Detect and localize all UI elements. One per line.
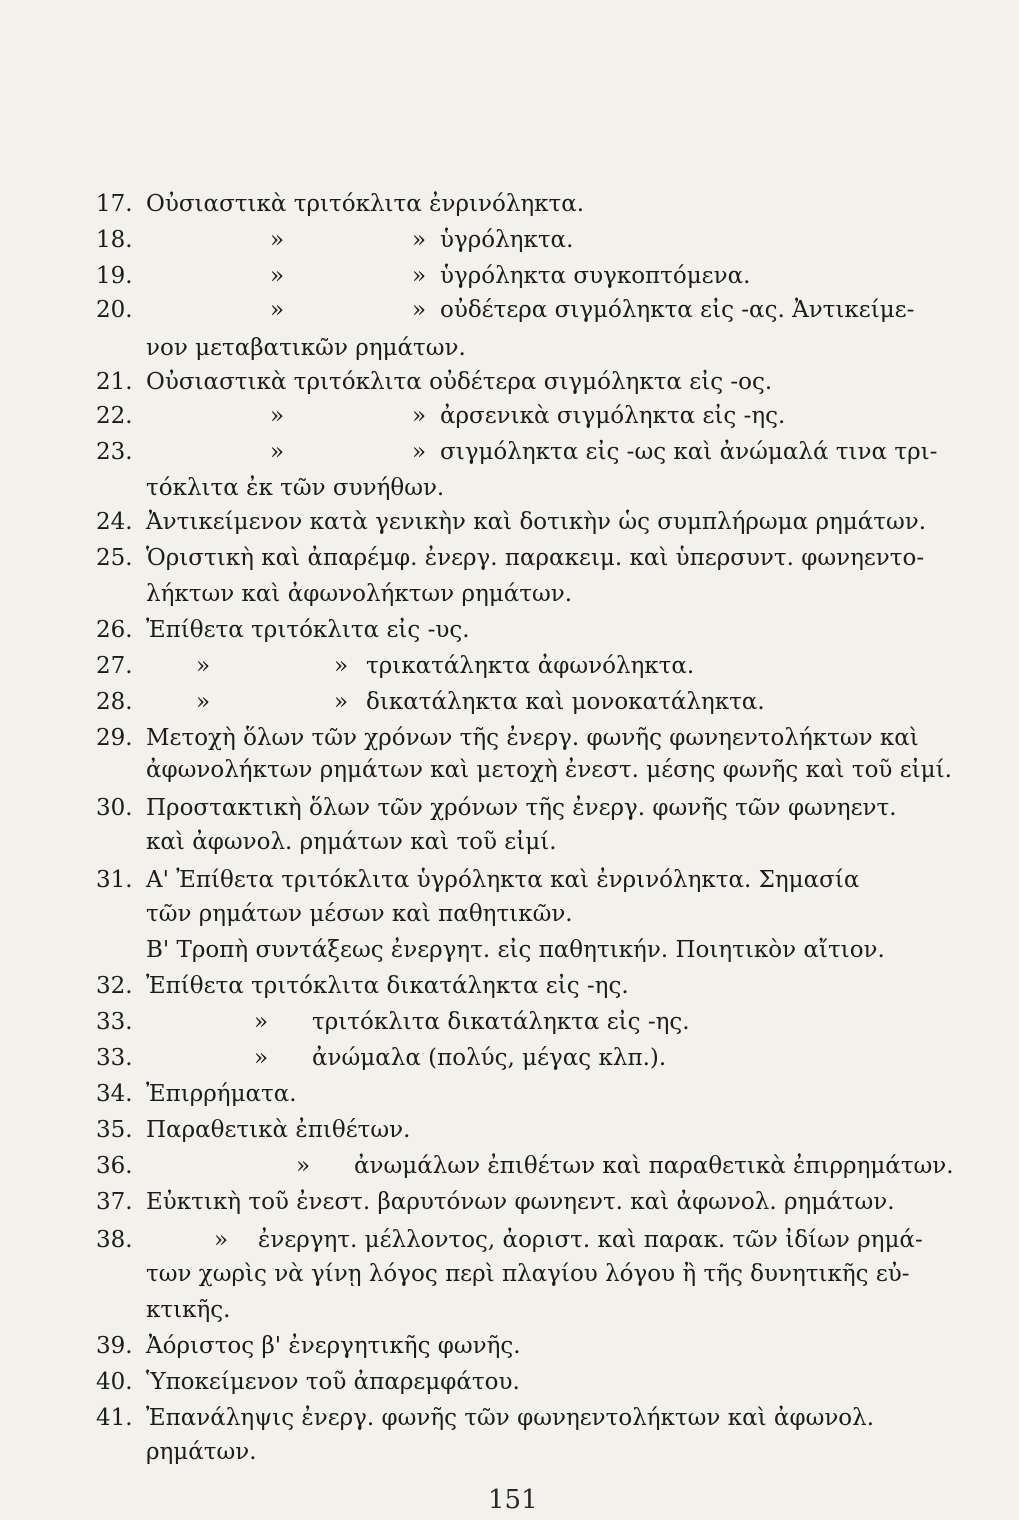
ditto-mark: » [334,653,349,679]
item-number: 29. [96,725,133,751]
item-number: 21. [96,369,133,395]
item-text: Ἀντικείμενον κατὰ γενικὴν καὶ δοτικὴν ὡς συμπλήρωμα ρημάτων. [146,509,927,535]
item-number: 41. [96,1405,133,1431]
ditto-mark: » [412,297,427,323]
item-text: δικατάληκτα καὶ μονοκατάληκτα. [366,689,765,715]
item-text: Ἐπιρρήματα. [146,1081,297,1107]
item-text: ἐνεργητ. μέλλοντος, ἀοριστ. καὶ παρακ. τῶν ἰδίων ρημά- [258,1227,923,1253]
ditto-mark: » [214,1227,229,1253]
item-number: 36. [96,1153,133,1179]
item-text: Οὐσιαστικὰ τριτόκλιτα οὐδέτερα σιγμόληκτα εἰς -ος. [146,369,773,395]
item-text-continuation: νον μεταβατικῶν ρημάτων. [146,335,466,361]
item-number: 17. [96,191,133,217]
item-number: 25. [96,545,133,571]
item-text: Εὐκτικὴ τοῦ ἐνεστ. βαρυτόνων φωνηεντ. καὶ ἀφωνολ. ρημάτων. [146,1189,895,1215]
ditto-mark: » [254,1045,269,1071]
item-text: Μετοχὴ ὅλων τῶν χρόνων τῆς ἐνεργ. φωνῆς φωνηεντολήκτων καὶ [146,725,919,751]
item-number: 30. [96,795,133,821]
item-number: 35. [96,1117,133,1143]
ditto-mark: » [412,263,427,289]
item-text: ὑγρόληκτα. [440,227,574,253]
item-number: 27. [96,653,133,679]
ditto-mark: » [254,1009,269,1035]
item-text-continuation: των χωρὶς νὰ γίνῃ λόγος περὶ πλαγίου λόγου ἢ τῆς δυνητικῆς εὐ- [146,1261,910,1287]
item-text: Ἐπίθετα τριτόκλιτα εἰς -υς. [146,617,470,643]
item-text: Α' Ἐπίθετα τριτόκλιτα ὑγρόληκτα καὶ ἐνρινόληκτα. Σημασία [146,867,860,893]
item-text: Ἐπανάληψις ἐνεργ. φωνῆς τῶν φωνηεντολήκτων καὶ ἀφωνολ. [146,1405,875,1431]
item-text: σιγμόληκτα εἰς -ως καὶ ἀνώμαλά τινα τρι- [440,439,938,465]
item-number: 22. [96,403,133,429]
item-number: 31. [96,867,133,893]
item-text: Ἀόριστος β' ἐνεργητικῆς φωνῆς. [146,1333,521,1359]
item-number: 32. [96,973,133,999]
item-text-continuation: τῶν ρημάτων μέσων καὶ παθητικῶν. [146,901,573,927]
item-number: 18. [96,227,133,253]
item-text: Ὑποκείμενον τοῦ ἀπαρεμφάτου. [146,1369,520,1395]
ditto-mark: » [334,689,349,715]
item-text-continuation: καὶ ἀφωνολ. ρημάτων καὶ τοῦ εἰμί. [146,829,557,855]
item-text: ἀνώμαλα (πολύς, μέγας κλπ.). [312,1045,667,1071]
item-number: 40. [96,1369,133,1395]
ditto-mark: » [196,653,211,679]
item-text-continuation: ρημάτων. [146,1439,257,1465]
item-text-continuation: ἀφωνολήκτων ρημάτων καὶ μετοχὴ ἐνεστ. μέσης φωνῆς καὶ τοῦ εἰμί. [146,757,952,783]
page-number: 151 [488,1485,538,1515]
ditto-mark: » [270,263,285,289]
ditto-mark: » [270,439,285,465]
item-text: Προστακτικὴ ὅλων τῶν χρόνων τῆς ἐνεργ. φωνῆς τῶν φωνηεντ. [146,795,897,821]
item-text: ὑγρόληκτα συγκοπτόμενα. [440,263,751,289]
item-number: 24. [96,509,133,535]
item-text: Ὁριστικὴ καὶ ἀπαρέμφ. ἐνεργ. παρακειμ. καὶ ὑπερσυντ. φωνηεντο- [146,545,925,571]
ditto-mark: » [270,297,285,323]
item-text: Ἐπίθετα τριτόκλιτα δικατάληκτα εἰς -ης. [146,973,629,999]
ditto-mark: » [296,1153,311,1179]
item-number: 33. [96,1009,133,1035]
item-number: 26. [96,617,133,643]
item-number: 37. [96,1189,133,1215]
item-number: 20. [96,297,133,323]
ditto-mark: » [412,439,427,465]
item-text-continuation: λήκτων καὶ ἀφωνολήκτων ρημάτων. [146,581,573,607]
ditto-mark: » [196,689,211,715]
item-number: 38. [96,1227,133,1253]
item-text: Παραθετικὰ ἐπιθέτων. [146,1117,411,1143]
item-number: 34. [96,1081,133,1107]
item-text: Οὐσιαστικὰ τριτόκλιτα ἐνρινόληκτα. [146,191,585,217]
item-number: 23. [96,439,133,465]
item-number: 33. [96,1045,133,1071]
item-text: τριτόκλιτα δικατάληκτα εἰς -ης. [312,1009,690,1035]
ditto-mark: » [412,227,427,253]
ditto-mark: » [270,403,285,429]
item-text-continuation: Β' Τροπὴ συντάξεως ἐνεργητ. εἰς παθητικήν. Ποιητικὸν αἴτιον. [146,937,885,963]
item-number: 19. [96,263,133,289]
item-text: οὐδέτερα σιγμόληκτα εἰς -ας. Ἀντικείμε- [440,297,915,323]
item-text-continuation: τόκλιτα ἐκ τῶν συνήθων. [146,475,445,501]
item-text: ἀρσενικὰ σιγμόληκτα εἰς -ης. [440,403,786,429]
item-text: ἀνωμάλων ἐπιθέτων καὶ παραθετικὰ ἐπιρρημάτων. [354,1153,954,1179]
ditto-mark: » [412,403,427,429]
ditto-mark: » [270,227,285,253]
item-text-continuation: κτικῆς. [146,1297,231,1323]
item-number: 39. [96,1333,133,1359]
item-number: 28. [96,689,133,715]
item-text: τρικατάληκτα ἀφωνόληκτα. [366,653,695,679]
